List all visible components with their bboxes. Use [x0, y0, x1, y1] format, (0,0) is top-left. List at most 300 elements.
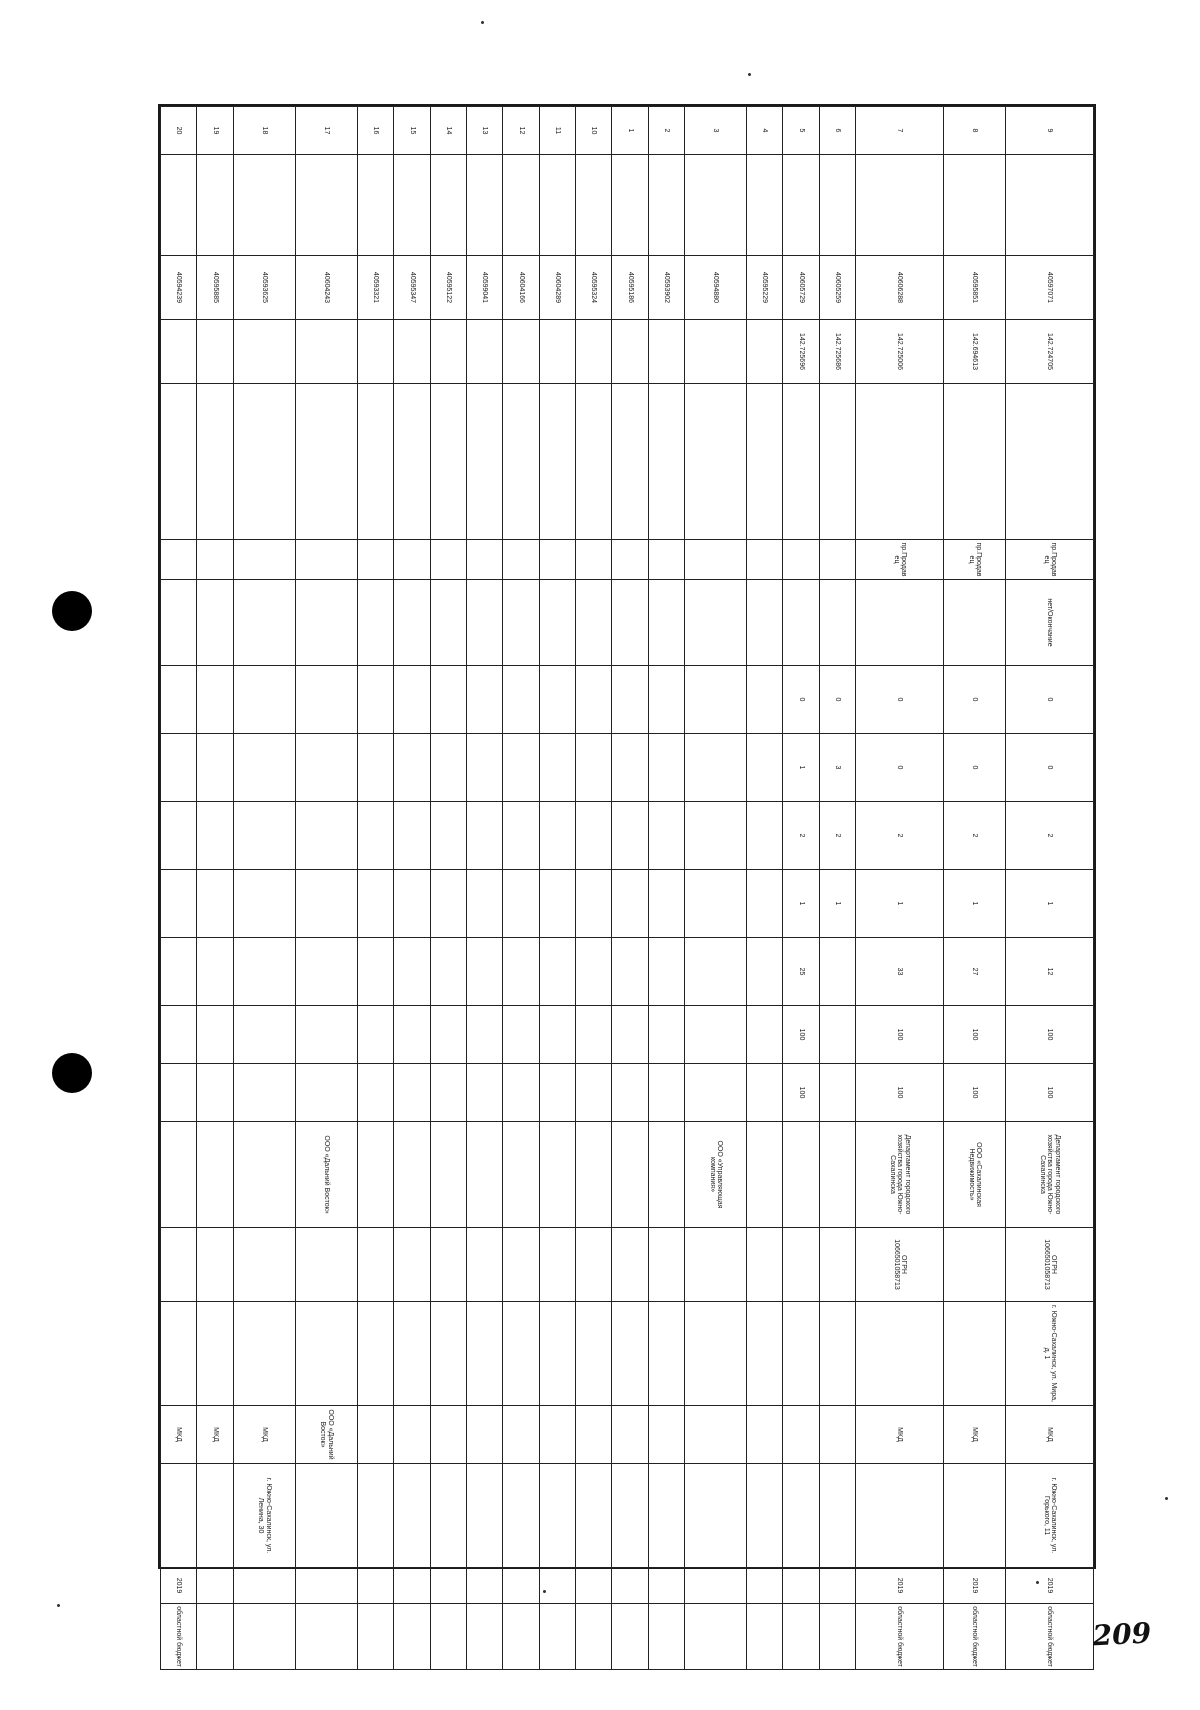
table-cell	[503, 1406, 539, 1464]
table-cell	[466, 580, 502, 666]
table-cell: 20	[161, 107, 197, 155]
table-cell: МКД	[161, 1406, 197, 1464]
table-cell	[233, 1006, 295, 1064]
table-cell	[612, 734, 648, 802]
table-cell	[575, 870, 611, 938]
table-cell: 40604243	[295, 256, 357, 320]
table-cell: МКД	[233, 1406, 295, 1464]
table-cell	[648, 1604, 684, 1670]
table-cell	[612, 384, 648, 540]
table-cell	[684, 666, 746, 734]
table-cell	[612, 938, 648, 1006]
table-cell	[575, 1064, 611, 1122]
table-cell	[819, 384, 855, 540]
table-cell: 0	[783, 666, 819, 734]
table-cell	[747, 1228, 783, 1302]
table-cell	[612, 666, 648, 734]
table-cell	[648, 580, 684, 666]
table-cell	[197, 155, 233, 256]
table-cell	[747, 1122, 783, 1228]
table-cell	[747, 1006, 783, 1064]
table-cell	[539, 1568, 575, 1604]
table-cell	[161, 870, 197, 938]
table-cell	[539, 802, 575, 870]
table-cell: 12	[503, 107, 539, 155]
table-cell	[612, 870, 648, 938]
table-cell: МКД	[197, 1406, 233, 1464]
table-cell: 40595851	[943, 256, 1005, 320]
table-cell	[466, 155, 502, 256]
table-cell	[747, 870, 783, 938]
table-cell	[575, 802, 611, 870]
table-cell	[161, 540, 197, 580]
table-cell: МКД	[943, 1406, 1005, 1464]
table-cell: 40593321	[358, 256, 394, 320]
table-row	[503, 107, 539, 1670]
table-cell	[612, 1464, 648, 1568]
table-cell	[747, 384, 783, 540]
table-cell	[819, 540, 855, 580]
table-cell	[430, 1464, 466, 1568]
table-cell	[539, 1604, 575, 1670]
table-cell	[161, 1006, 197, 1064]
table-cell	[197, 1302, 233, 1406]
table-cell	[394, 938, 430, 1006]
table-row	[197, 107, 233, 1670]
table-cell	[684, 1302, 746, 1406]
table-cell	[295, 734, 357, 802]
table-cell	[612, 802, 648, 870]
table-row	[161, 107, 197, 1670]
table-cell: 13	[466, 107, 502, 155]
scan-speck	[57, 1604, 60, 1607]
table-cell	[233, 870, 295, 938]
table-cell	[612, 1006, 648, 1064]
table-cell: 15	[394, 107, 430, 155]
table-cell	[161, 802, 197, 870]
table-cell	[648, 870, 684, 938]
table-cell	[358, 384, 394, 540]
table-cell	[684, 580, 746, 666]
table-cell	[394, 580, 430, 666]
table-cell: 1	[943, 870, 1005, 938]
table-cell	[466, 1006, 502, 1064]
table-cell	[466, 1604, 502, 1670]
table-cell	[539, 384, 575, 540]
table-cell	[819, 1228, 855, 1302]
table-cell: 2019	[856, 1568, 944, 1604]
table-cell	[233, 1064, 295, 1122]
table-cell	[358, 734, 394, 802]
table-cell	[197, 802, 233, 870]
table-cell	[612, 320, 648, 384]
table-cell	[747, 580, 783, 666]
table-cell	[575, 734, 611, 802]
table-cell	[539, 734, 575, 802]
table-cell	[161, 320, 197, 384]
table-cell	[233, 1228, 295, 1302]
table-cell: областной бюджет	[161, 1604, 197, 1670]
table-cell	[783, 580, 819, 666]
table-cell	[197, 580, 233, 666]
table-cell: 1	[612, 107, 648, 155]
table-cell	[539, 155, 575, 256]
table-cell	[819, 1302, 855, 1406]
table-cell	[358, 1228, 394, 1302]
table-cell	[648, 666, 684, 734]
table-cell	[233, 540, 295, 580]
table-cell	[783, 1302, 819, 1406]
table-cell: пр.Продавец	[856, 540, 944, 580]
table-cell	[197, 1568, 233, 1604]
table-cell	[783, 1464, 819, 1568]
table-cell	[783, 1122, 819, 1228]
table-cell: 2019	[1006, 1568, 1094, 1604]
table-cell	[575, 580, 611, 666]
table-cell: 5	[783, 107, 819, 155]
table-cell	[943, 580, 1005, 666]
table-cell	[783, 384, 819, 540]
table-cell	[295, 1604, 357, 1670]
table-cell	[197, 666, 233, 734]
table-cell: 16	[358, 107, 394, 155]
punch-hole	[52, 1053, 92, 1093]
table-cell	[197, 938, 233, 1006]
table-cell	[856, 1302, 944, 1406]
table-cell: 100	[783, 1064, 819, 1122]
table-cell	[358, 1568, 394, 1604]
table-cell	[394, 734, 430, 802]
table-cell	[358, 870, 394, 938]
table-cell	[747, 802, 783, 870]
table-row	[295, 107, 357, 1670]
table-row	[358, 107, 394, 1670]
table-cell	[575, 666, 611, 734]
table-cell: ООО «Дальний Восток»	[295, 1122, 357, 1228]
table-cell	[161, 155, 197, 256]
table-cell: ООО «Сахалинская Недвижимость»	[943, 1122, 1005, 1228]
table-cell: 1	[783, 734, 819, 802]
scan-speck	[748, 73, 751, 76]
table-cell: 0	[856, 734, 944, 802]
table-cell	[503, 384, 539, 540]
table-cell: 40594239	[161, 256, 197, 320]
register-sheet	[158, 104, 1096, 1667]
table-cell	[430, 1228, 466, 1302]
table-cell	[430, 734, 466, 802]
table-cell	[358, 666, 394, 734]
table-row	[943, 107, 1005, 1670]
table-cell	[783, 540, 819, 580]
table-cell	[466, 1568, 502, 1604]
table-row	[819, 107, 855, 1670]
table-cell: 142.725696	[783, 320, 819, 384]
table-cell	[161, 1064, 197, 1122]
table-cell	[430, 1064, 466, 1122]
table-cell	[819, 1464, 855, 1568]
table-cell	[466, 1302, 502, 1406]
table-cell: 1	[1006, 870, 1094, 938]
table-cell	[648, 734, 684, 802]
table-row	[747, 107, 783, 1670]
table-cell	[295, 384, 357, 540]
table-cell	[430, 155, 466, 256]
rotated-register-table	[160, 106, 1094, 1667]
table-cell: МКД	[1006, 1406, 1094, 1464]
table-cell: 142.725006	[856, 320, 944, 384]
table-cell	[503, 666, 539, 734]
punch-hole	[52, 591, 92, 631]
table-cell	[539, 938, 575, 1006]
table-cell: 40595347	[394, 256, 430, 320]
table-cell: 1	[856, 870, 944, 938]
table-cell: 2	[1006, 802, 1094, 870]
table-cell: 14	[430, 107, 466, 155]
table-cell	[648, 1006, 684, 1064]
table-cell	[819, 1122, 855, 1228]
table-cell	[430, 1006, 466, 1064]
table-cell: г. Южно-Сахалинск, ул. Горького, 11	[1006, 1464, 1094, 1568]
table-cell	[394, 1406, 430, 1464]
table-cell	[233, 1568, 295, 1604]
table-cell	[197, 1464, 233, 1568]
table-cell: 9	[1006, 107, 1094, 155]
table-cell: 40595885	[197, 256, 233, 320]
table-cell	[575, 1122, 611, 1228]
table-layer	[160, 106, 1094, 1667]
table-cell	[197, 1122, 233, 1228]
table-cell	[233, 802, 295, 870]
table-cell	[575, 384, 611, 540]
table-cell: 0	[943, 734, 1005, 802]
table-cell	[747, 1568, 783, 1604]
table-cell: 40595186	[612, 256, 648, 320]
table-cell	[747, 320, 783, 384]
table-cell	[197, 870, 233, 938]
table-cell	[197, 384, 233, 540]
table-cell	[197, 1006, 233, 1064]
table-cell	[648, 1464, 684, 1568]
table-cell	[539, 1228, 575, 1302]
table-cell	[233, 666, 295, 734]
table-cell	[394, 1568, 430, 1604]
table-cell	[503, 802, 539, 870]
table-cell	[612, 155, 648, 256]
table-cell	[394, 384, 430, 540]
table-cell	[819, 580, 855, 666]
table-cell: МКД	[856, 1406, 944, 1464]
table-cell	[648, 1302, 684, 1406]
table-cell: 2019	[161, 1568, 197, 1604]
table-cell: 100	[856, 1064, 944, 1122]
table-cell: 40593902	[648, 256, 684, 320]
table-cell	[575, 1228, 611, 1302]
table-cell	[430, 1406, 466, 1464]
table-cell: 0	[1006, 666, 1094, 734]
table-cell	[503, 1006, 539, 1064]
table-cell	[783, 1406, 819, 1464]
table-cell	[819, 155, 855, 256]
table-cell	[648, 320, 684, 384]
table-cell	[430, 540, 466, 580]
table-row	[575, 107, 611, 1670]
table-cell	[575, 1464, 611, 1568]
table-cell	[575, 1406, 611, 1464]
table-cell	[539, 1122, 575, 1228]
table-cell	[783, 1568, 819, 1604]
table-cell: областной бюджет	[943, 1604, 1005, 1670]
table-cell	[539, 580, 575, 666]
table-cell	[684, 734, 746, 802]
table-cell	[684, 1228, 746, 1302]
table-cell	[358, 1122, 394, 1228]
table-cell	[943, 384, 1005, 540]
table-cell	[430, 580, 466, 666]
register-table	[160, 106, 1094, 1670]
table-cell	[161, 580, 197, 666]
table-cell	[197, 1604, 233, 1670]
table-cell	[394, 666, 430, 734]
table-cell	[466, 870, 502, 938]
table-cell	[197, 540, 233, 580]
table-cell	[539, 1464, 575, 1568]
table-cell	[161, 1122, 197, 1228]
table-cell	[684, 384, 746, 540]
table-cell	[394, 1464, 430, 1568]
table-cell	[856, 1464, 944, 1568]
table-cell	[684, 870, 746, 938]
table-cell	[648, 1064, 684, 1122]
table-cell: 100	[783, 1006, 819, 1064]
table-cell: 1	[819, 870, 855, 938]
table-cell	[295, 938, 357, 1006]
table-cell	[394, 802, 430, 870]
table-cell	[539, 870, 575, 938]
table-cell	[575, 155, 611, 256]
table-cell: 2	[943, 802, 1005, 870]
table-cell	[466, 938, 502, 1006]
table-cell: 142.724705	[1006, 320, 1094, 384]
table-cell	[295, 1302, 357, 1406]
table-cell	[394, 1604, 430, 1670]
table-cell	[747, 666, 783, 734]
table-cell	[612, 540, 648, 580]
table-cell	[684, 1568, 746, 1604]
table-cell	[466, 734, 502, 802]
table-cell	[197, 1064, 233, 1122]
table-cell	[539, 320, 575, 384]
table-row	[648, 107, 684, 1670]
table-cell	[233, 155, 295, 256]
table-cell	[358, 1604, 394, 1670]
table-cell	[394, 540, 430, 580]
table-cell: 18	[233, 107, 295, 155]
table-cell	[233, 1302, 295, 1406]
table-cell	[684, 320, 746, 384]
table-cell	[539, 540, 575, 580]
table-cell	[1006, 384, 1094, 540]
table-cell	[295, 540, 357, 580]
table-cell	[394, 1006, 430, 1064]
table-cell: пр.Продавец	[1006, 540, 1094, 580]
table-cell	[394, 1302, 430, 1406]
table-cell	[358, 938, 394, 1006]
scan-speck	[1165, 1497, 1168, 1500]
table-cell	[161, 666, 197, 734]
table-cell	[819, 1406, 855, 1464]
table-cell	[503, 580, 539, 666]
table-cell	[358, 1464, 394, 1568]
table-cell	[503, 1302, 539, 1406]
table-cell: 40604166	[503, 256, 539, 320]
table-cell	[684, 540, 746, 580]
table-cell	[684, 1604, 746, 1670]
table-cell	[783, 1228, 819, 1302]
table-cell	[161, 384, 197, 540]
table-cell: 40593625	[233, 256, 295, 320]
table-cell	[856, 384, 944, 540]
table-cell: 2	[648, 107, 684, 155]
table-cell	[430, 1568, 466, 1604]
table-cell	[503, 870, 539, 938]
table-row	[539, 107, 575, 1670]
table-cell	[648, 155, 684, 256]
table-cell	[575, 938, 611, 1006]
table-cell	[466, 1228, 502, 1302]
table-cell	[819, 1006, 855, 1064]
table-cell: 8	[943, 107, 1005, 155]
table-cell	[503, 734, 539, 802]
table-cell	[394, 155, 430, 256]
table-cell	[358, 1006, 394, 1064]
table-cell	[539, 1064, 575, 1122]
table-cell	[684, 1406, 746, 1464]
table-cell	[648, 384, 684, 540]
table-cell	[161, 938, 197, 1006]
table-cell: 3	[684, 107, 746, 155]
table-cell	[503, 1122, 539, 1228]
table-cell	[684, 1006, 746, 1064]
table-cell: 4	[747, 107, 783, 155]
table-cell	[503, 1464, 539, 1568]
table-cell	[466, 1122, 502, 1228]
table-cell: 10	[575, 107, 611, 155]
table-cell	[358, 802, 394, 870]
table-row	[394, 107, 430, 1670]
table-cell	[612, 1122, 648, 1228]
table-cell	[612, 1064, 648, 1122]
table-row	[430, 107, 466, 1670]
table-row	[233, 107, 295, 1670]
page-number: 209	[1091, 1616, 1152, 1653]
table-cell: 40605259	[819, 256, 855, 320]
table-cell	[648, 540, 684, 580]
table-cell: 40595324	[575, 256, 611, 320]
table-cell	[612, 1568, 648, 1604]
table-cell	[394, 1228, 430, 1302]
table-cell: 25	[783, 938, 819, 1006]
table-cell	[233, 938, 295, 1006]
table-cell: г. Южно-Сахалинск, ул. Ленина, 30	[233, 1464, 295, 1568]
table-cell: 40599041	[466, 256, 502, 320]
scan-speck	[481, 21, 484, 24]
table-cell: 100	[1006, 1006, 1094, 1064]
table-cell: ООО «Управляющая компания»	[684, 1122, 746, 1228]
table-cell: 0	[1006, 734, 1094, 802]
table-cell	[358, 1302, 394, 1406]
table-cell	[503, 540, 539, 580]
table-cell: областной бюджет	[856, 1604, 944, 1670]
